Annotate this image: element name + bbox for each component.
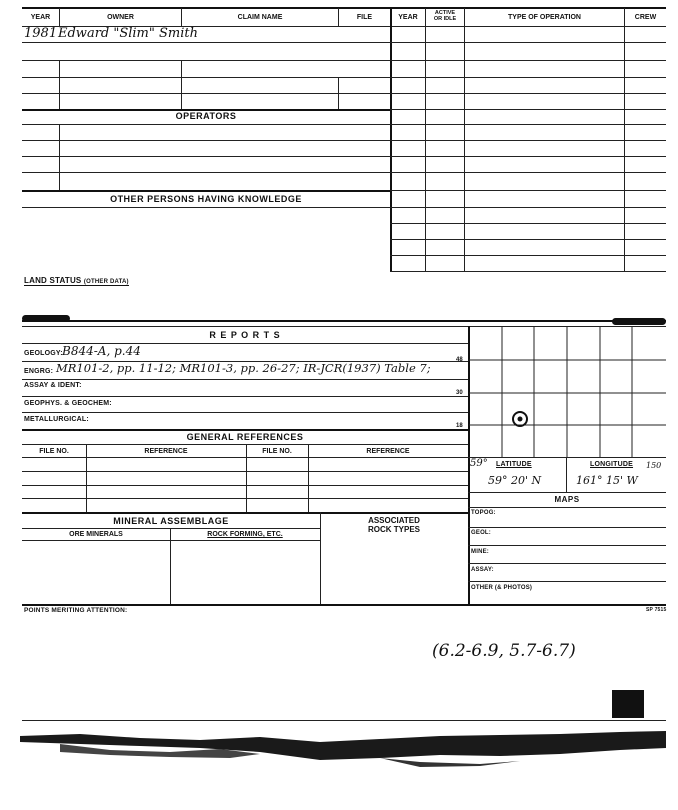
maps-rule [468,507,666,508]
right-row-line [390,156,666,157]
grid-bottom-rule [468,457,666,458]
handwritten-note: (6.2-6.9, 5.7-6.7) [432,641,576,661]
other-persons-title: OTHER PERSONS HAVING KNOWLEDGE [110,194,302,204]
right-row-line [390,172,666,173]
maps-topog-label: TOPOG: [471,510,496,516]
header-claim-name: CLAIM NAME [237,14,283,21]
owner-name-entry: Edward "Slim" Smith [58,26,198,41]
longitude-label: LONGITUDE [590,461,634,468]
ref-col-divider [86,444,87,512]
mineral-col-divider [170,528,171,604]
right-row-line [390,77,666,78]
maps-title: MAPS [554,495,580,504]
land-status-note: (OTHER DATA) [83,279,129,285]
other-persons-top-rule [22,190,390,192]
grid-number-48: 48 [456,357,463,363]
owner-row-line [22,93,390,94]
general-refs-top-rule [22,429,468,431]
engrg-value: MR101-2, pp. 11-12; MR101-3, pp. 26-27; IR-JCR(1937) Table 7; [56,361,431,375]
header-file: FILE [356,14,373,21]
latitude-label: LATITUDE [496,461,532,468]
reports-top-rule [22,320,666,322]
reports-row-line [22,396,468,397]
maps-rule [468,545,666,546]
scan-black-tab [612,690,644,718]
reports-row-line [22,379,468,380]
right-row-line [390,109,666,110]
header-idle-label: OR IDLE [433,16,457,22]
rock-forming-header: ROCK FORMING, ETC. [207,531,283,538]
maps-rule [468,581,666,582]
ref-header-reference-2: REFERENCE [366,448,410,455]
top-table-bottom-rule [390,271,666,272]
land-status-title: LAND STATUS [24,276,82,285]
right-row-line [390,207,666,208]
engrg-label: ENGRG: [24,368,54,375]
right-row-line [390,140,666,141]
maps-other-label: OTHER (& PHOTOS) [471,585,533,591]
ref-header-file-no-2: FILE NO. [262,448,292,455]
longitude-suffix: 150 [646,461,662,470]
location-grid [469,327,666,457]
owner-year-entry: 1981 [24,26,58,41]
bottom-edge-rule [22,720,666,721]
form-number: SP 7515 [646,607,667,613]
general-references-title: GENERAL REFERENCES [186,432,304,442]
general-refs-rule [22,444,468,445]
header-year-2: YEAR [398,14,418,21]
longitude-value: 161° 15' W [576,474,638,487]
ref-header-reference: REFERENCE [144,448,188,455]
ref-header-file-no: FILE NO. [39,448,69,455]
header-active-label: ACTIVE [434,10,456,16]
maps-mine-label: MINE: [471,549,489,555]
maps-assay-label: ASSAY: [471,567,494,573]
operators-row-line [22,124,390,125]
lat-long-divider [566,458,567,492]
row-divider [59,60,60,109]
ref-col-divider [308,444,309,512]
mineral-top-rule [22,512,468,514]
latitude-prefix: 59° [470,458,488,469]
header-owner: OWNER [107,14,134,21]
general-refs-rule [22,457,468,458]
maps-geol-label: GEOL: [471,530,491,536]
ore-minerals-header: ORE MINERALS [69,531,123,538]
geophys-label: GEOPHYS. & GEOCHEM: [24,400,112,407]
header-type-of-operation: TYPE OF OPERATION [508,14,581,21]
ref-col-divider [246,444,247,512]
general-refs-rule [22,498,468,499]
mineral-header-rule [22,528,320,529]
right-row-line [390,93,666,94]
operators-row-line [22,140,390,141]
reports-title-text: R E P O R T S [209,330,281,340]
owner-row-line [22,42,390,43]
header-year: YEAR [30,14,51,21]
associated-label: ASSOCIATED [368,516,420,525]
owner-row-line [22,77,390,78]
land-status-label [24,276,129,286]
metallurgical-label: METALLURGICAL: [24,416,89,423]
reports-row-line [22,412,468,413]
row-divider [181,60,182,109]
mineral-assemblage-title: MINERAL ASSEMBLAGE [113,516,229,526]
operators-row-line [22,172,390,173]
associated-rock-types [320,516,468,534]
assay-ident-label: ASSAY & IDENT: [24,382,82,389]
maps-rule [468,527,666,528]
operators-col-divider [59,124,60,190]
geology-label: GEOLOGY: [24,350,63,357]
right-row-line [390,60,666,61]
right-row-line [390,255,666,256]
row-divider [338,77,339,109]
general-refs-rule [22,485,468,486]
right-row-line [390,223,666,224]
scan-noise-band [20,722,666,770]
owner-row-line [22,60,390,61]
points-meriting-attention-label: POINTS MERITING ATTENTION: [24,607,128,614]
top-border [22,7,666,9]
header-active-or-idle [426,10,464,22]
mineral-header-rule [22,540,320,541]
geology-value: B844-A, p.44 [62,344,141,358]
reports-bottom-rule [22,604,666,606]
right-row-line [390,42,666,43]
other-persons-rule [22,207,390,208]
operators-row-line [22,156,390,157]
right-row-line [390,239,666,240]
operators-title: OPERATORS [175,111,237,121]
right-row-line [390,190,666,191]
grid-number-18: 18 [456,423,463,429]
lat-long-rule [468,492,666,493]
general-refs-rule [22,471,468,472]
maps-rule [468,563,666,564]
right-row-line [390,124,666,125]
rock-types-label: ROCK TYPES [367,525,420,534]
header-crew: CREW [634,14,657,21]
latitude-value: 59° 20' N [488,474,542,487]
grid-number-30: 30 [456,390,463,396]
